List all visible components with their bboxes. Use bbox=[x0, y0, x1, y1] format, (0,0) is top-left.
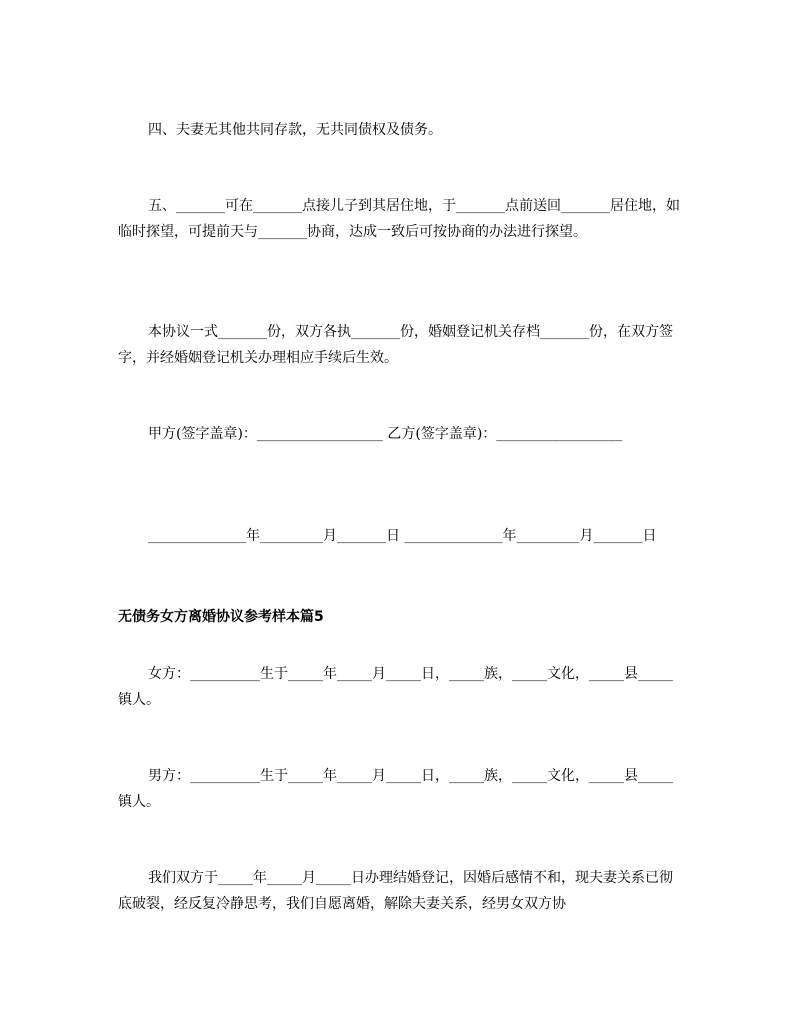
clause-five: 五、_______可在_______点接儿子到其居住地，于_______点前送回_______居住地，如临时探望，可提前天与_______协商，达成一致后可按协商的办法进行探望。 bbox=[118, 198, 680, 240]
date-line: ______________年_________月_______日 ______________年_________月_______日 bbox=[148, 528, 657, 544]
male-party-info: 男方：__________生于_____年_____月_____日，_____族，_____文化，_____县_____镇人。 bbox=[118, 768, 673, 810]
copies-clause: 本协议一式_______份，双方各执_______份，婚姻登记机关存档_______份，在双方签字，并经婚姻登记机关办理相应手续后生效。 bbox=[118, 324, 673, 366]
clause-four: 四、夫妻无其他共同存款，无共同债权及债务。 bbox=[148, 122, 442, 138]
marriage-statement: 我们双方于_____年_____月_____日办理结婚登记，因婚后感情不和，现夫妻关系已彻底破裂，经反复冷静思考，我们自愿离婚，解除夫妻关系，经男女双方协 bbox=[118, 870, 673, 912]
female-party-info: 女方：__________生于_____年_____月_____日，_____族，_____文化，_____县_____镇人。 bbox=[118, 666, 673, 708]
section-heading: 无债务女方离婚协议参考样本篇5 bbox=[118, 609, 324, 625]
signature-line: 甲方(签字盖章)：__________________ 乙方(签字盖章)：__________________ bbox=[148, 426, 623, 442]
